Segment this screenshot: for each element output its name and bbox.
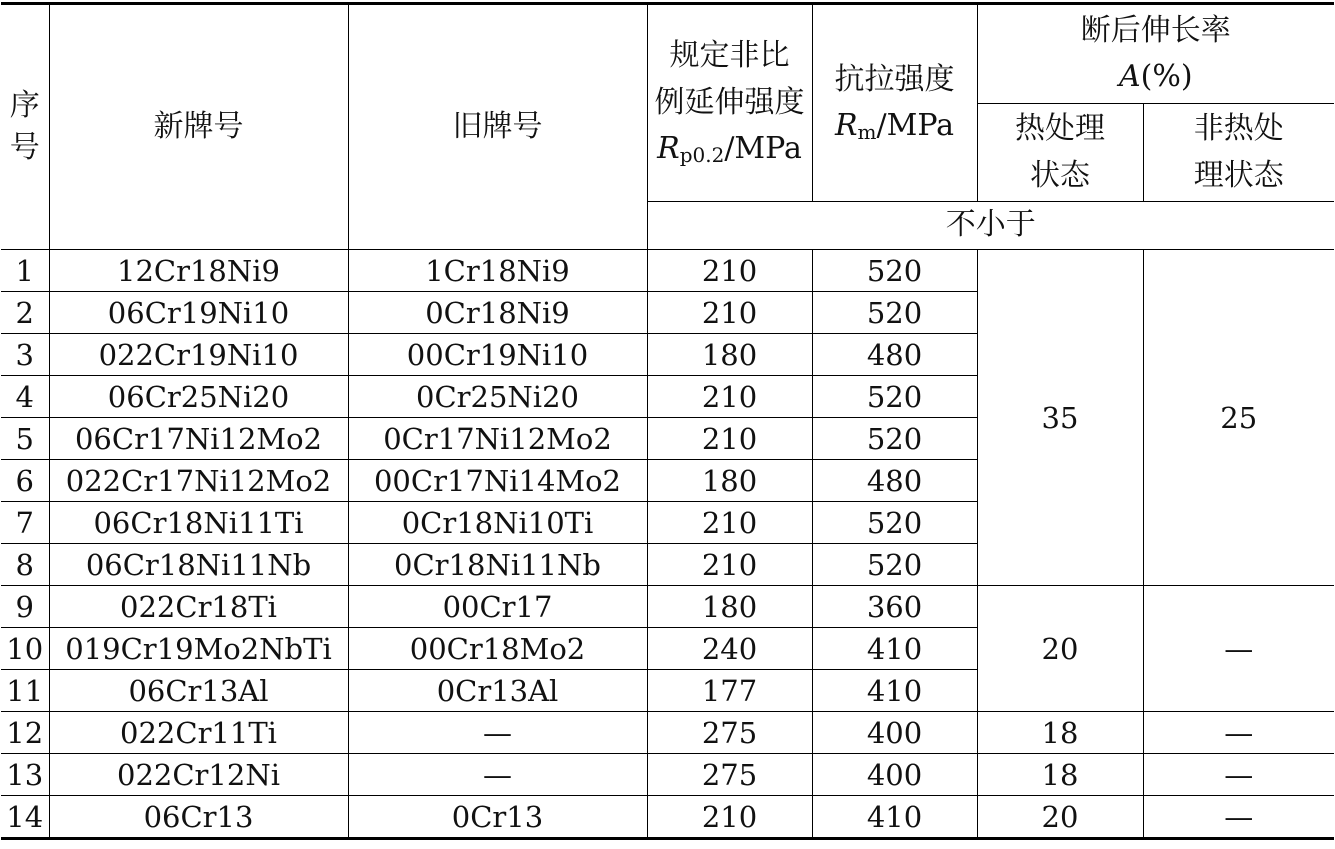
header-tensile-unit: /MPa bbox=[876, 108, 955, 143]
cell-new-grade: 06Cr13Al bbox=[49, 670, 348, 712]
cell-new-grade: 022Cr12Ni bbox=[49, 754, 348, 796]
cell-rm: 520 bbox=[812, 292, 977, 334]
header-tensile-unit-line bbox=[813, 103, 977, 150]
cell-no: 3 bbox=[1, 334, 49, 376]
cell-a-ht-group1: 35 bbox=[977, 250, 1143, 586]
cell-rp: 240 bbox=[647, 628, 812, 670]
cell-rp: 210 bbox=[647, 502, 812, 544]
cell-rp: 180 bbox=[647, 586, 812, 628]
cell-old-grade: 0Cr18Ni10Ti bbox=[348, 502, 647, 544]
cell-old-grade: 0Cr18Ni11Nb bbox=[348, 544, 647, 586]
cell-rp: 210 bbox=[647, 544, 812, 586]
cell-a-ht: 20 bbox=[977, 796, 1143, 839]
cell-no: 10 bbox=[1, 628, 49, 670]
cell-no: 14 bbox=[1, 796, 49, 839]
table-row bbox=[1, 754, 1334, 796]
cell-old-grade: 1Cr18Ni9 bbox=[348, 250, 647, 292]
cell-old-grade: 0Cr13 bbox=[348, 796, 647, 839]
cell-old-grade: 0Cr25Ni20 bbox=[348, 376, 647, 418]
table-row bbox=[1, 586, 1334, 628]
cell-no: 4 bbox=[1, 376, 49, 418]
header-non-heat-treated bbox=[1143, 104, 1334, 202]
header-yield-symbol: R bbox=[657, 131, 680, 167]
header-seq-label: 序号 bbox=[9, 88, 40, 165]
cell-old-grade: — bbox=[348, 754, 647, 796]
header-yield-unit-line bbox=[648, 126, 812, 173]
cell-new-grade: 022Cr18Ti bbox=[49, 586, 348, 628]
cell-new-grade: 12Cr18Ni9 bbox=[49, 250, 348, 292]
cell-rp: 210 bbox=[647, 796, 812, 839]
cell-a-nht: — bbox=[1143, 754, 1334, 796]
cell-new-grade: 022Cr19Ni10 bbox=[49, 334, 348, 376]
header-tensile-symbol: R bbox=[834, 108, 858, 143]
cell-rm: 400 bbox=[812, 754, 977, 796]
cell-a-ht: 18 bbox=[977, 712, 1143, 754]
cell-new-grade: 06Cr17Ni12Mo2 bbox=[49, 418, 348, 460]
cell-rp: 275 bbox=[647, 712, 812, 754]
header-tensile-line1: 抗拉强度 bbox=[834, 61, 955, 97]
cell-a-nht: — bbox=[1143, 712, 1334, 754]
cell-rm: 480 bbox=[812, 334, 977, 376]
table-row bbox=[1, 250, 1334, 292]
cell-rm: 400 bbox=[812, 712, 977, 754]
cell-new-grade: 06Cr25Ni20 bbox=[49, 376, 348, 418]
cell-old-grade: 0Cr18Ni9 bbox=[348, 292, 647, 334]
cell-new-grade: 06Cr18Ni11Ti bbox=[49, 502, 348, 544]
cell-rm: 360 bbox=[812, 586, 977, 628]
cell-old-grade: 0Cr17Ni12Mo2 bbox=[348, 418, 647, 460]
cell-new-grade: 022Cr17Ni12Mo2 bbox=[49, 460, 348, 502]
cell-rm: 480 bbox=[812, 460, 977, 502]
header-nht-line1: 非热处 bbox=[1193, 111, 1284, 146]
header-tensile-strength bbox=[812, 4, 977, 202]
cell-rm: 410 bbox=[812, 628, 977, 670]
cell-old-grade: 0Cr13Al bbox=[348, 670, 647, 712]
cell-a-nht-group2: — bbox=[1143, 586, 1334, 712]
cell-old-grade: — bbox=[348, 712, 647, 754]
header-ht-line2: 状态 bbox=[1030, 157, 1090, 193]
header-elongation bbox=[977, 4, 1334, 104]
cell-new-grade: 06Cr18Ni11Nb bbox=[49, 544, 348, 586]
cell-a-ht-group2: 20 bbox=[977, 586, 1143, 712]
cell-no: 8 bbox=[1, 544, 49, 586]
cell-rp: 177 bbox=[647, 670, 812, 712]
header-yield-unit: /MPa bbox=[724, 131, 802, 167]
cell-rp: 210 bbox=[647, 250, 812, 292]
header-nht-line2: 理状态 bbox=[1193, 157, 1284, 193]
table-row bbox=[1, 796, 1334, 839]
header-elongation-symbol: A bbox=[1118, 59, 1141, 94]
header-tensile-sub: m bbox=[857, 120, 877, 144]
cell-no: 9 bbox=[1, 586, 49, 628]
cell-rm: 410 bbox=[812, 796, 977, 839]
cell-new-grade: 06Cr13 bbox=[49, 796, 348, 839]
cell-rp: 210 bbox=[647, 292, 812, 334]
cell-a-nht: — bbox=[1143, 796, 1334, 839]
cell-no: 7 bbox=[1, 502, 49, 544]
cell-rp: 210 bbox=[647, 418, 812, 460]
cell-new-grade: 019Cr19Mo2NbTi bbox=[49, 628, 348, 670]
cell-rm: 520 bbox=[812, 376, 977, 418]
header-heat-treated bbox=[977, 104, 1143, 202]
header-elongation-unit-line bbox=[978, 54, 1335, 101]
cell-old-grade: 00Cr18Mo2 bbox=[348, 628, 647, 670]
cell-no: 6 bbox=[1, 460, 49, 502]
cell-old-grade: 00Cr19Ni10 bbox=[348, 334, 647, 376]
cell-rm: 520 bbox=[812, 544, 977, 586]
cell-rp: 180 bbox=[647, 334, 812, 376]
cell-no: 13 bbox=[1, 754, 49, 796]
table-body bbox=[1, 250, 1334, 839]
cell-no: 5 bbox=[1, 418, 49, 460]
header-old-grade: 旧牌号 bbox=[348, 4, 647, 250]
header-elongation-unit: (%) bbox=[1140, 59, 1193, 94]
cell-rp: 210 bbox=[647, 376, 812, 418]
cell-old-grade: 00Cr17 bbox=[348, 586, 647, 628]
table-header bbox=[1, 4, 1334, 250]
cell-rm: 410 bbox=[812, 670, 977, 712]
cell-no: 1 bbox=[1, 250, 49, 292]
cell-rm: 520 bbox=[812, 418, 977, 460]
header-seq bbox=[1, 4, 49, 250]
cell-a-nht-group1: 25 bbox=[1143, 250, 1334, 586]
cell-rp: 180 bbox=[647, 460, 812, 502]
cell-a-ht: 18 bbox=[977, 754, 1143, 796]
header-new-grade: 新牌号 bbox=[49, 4, 348, 250]
cell-new-grade: 06Cr19Ni10 bbox=[49, 292, 348, 334]
table-row bbox=[1, 712, 1334, 754]
cell-rm: 520 bbox=[812, 250, 977, 292]
header-yield-strength bbox=[647, 4, 812, 202]
header-ht-line1: 热处理 bbox=[1015, 111, 1105, 146]
header-min-note: 不小于 bbox=[647, 202, 1334, 250]
cell-rp: 275 bbox=[647, 754, 812, 796]
steel-properties-table bbox=[1, 2, 1334, 840]
cell-new-grade: 022Cr11Ti bbox=[49, 712, 348, 754]
cell-no: 2 bbox=[1, 292, 49, 334]
cell-no: 12 bbox=[1, 712, 49, 754]
cell-old-grade: 00Cr17Ni14Mo2 bbox=[348, 460, 647, 502]
cell-rm: 520 bbox=[812, 502, 977, 544]
header-yield-line2: 例延伸强度 bbox=[654, 84, 805, 120]
header-elongation-line1: 断后伸长率 bbox=[1080, 12, 1231, 48]
header-yield-line1: 规定非比 bbox=[669, 38, 790, 74]
header-yield-sub: p0.2 bbox=[679, 143, 725, 168]
cell-no: 11 bbox=[1, 670, 49, 712]
